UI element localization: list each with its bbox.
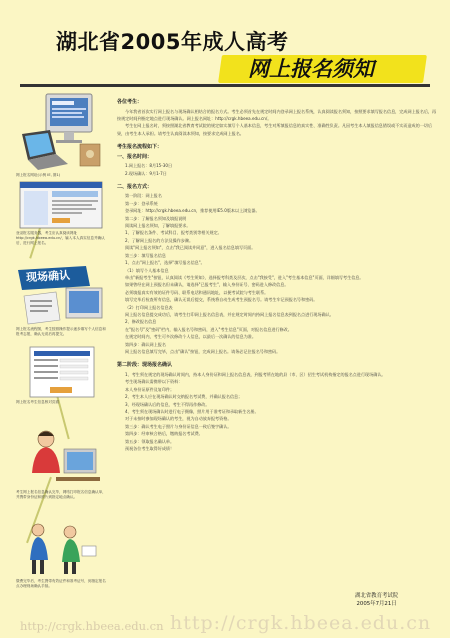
caption-3: 网上报名流程图，考生按照操作提示逐步填写个人信息和报考志愿，确认无误后再提交。 bbox=[16, 327, 106, 336]
caption-6: 缴费完毕后，考生携带有效证件和准考证号，到指定报名点办理现场确认手续。 bbox=[16, 579, 106, 588]
illustration-queue bbox=[16, 520, 106, 589]
confirm-line: 第三步：确认考生电子照片与身份证信息一致后签字确认。 bbox=[125, 423, 232, 429]
caption-2: 登录报名服务器，考生应认真阅读网址http://crgk.hbeea.edu.cn/，输入本人真实信息并确认后，进行网上报名。 bbox=[16, 231, 105, 245]
confirm-line: 第四步：经审核合格后，缴纳报名考试费。 bbox=[125, 431, 203, 437]
method-line: 网上报名信息提交成功后，请考生打印网上报名信息表，并在规定时间内持网上报名信息表到报名点进行现场确认。 bbox=[125, 311, 334, 317]
method-line: 第一步：登录系统 bbox=[125, 200, 158, 206]
notice-body bbox=[117, 96, 437, 452]
confirm-line: 考生现场确认需携带以下资料： bbox=[125, 379, 183, 385]
confirm-line: 4、考生须在现场确认时进行电子摄像，照片用于准考证和录取新生名册。 bbox=[125, 408, 259, 414]
confirm-line: 3、经现场确认后的信息，考生不得再作修改。 bbox=[125, 401, 210, 407]
method-line: 如果曾经在网上预报名但未确认，请选择"已报考生"，输入身份证号、密码进入修改信息。 bbox=[125, 282, 289, 288]
illustration-screenshot bbox=[16, 180, 106, 246]
person-computer-icon bbox=[16, 425, 106, 489]
confirm-badge: 现场确认 bbox=[25, 268, 71, 285]
method-line: 在"报名号"及"密码"栏内，输入报名号和密码，进入"考生信息"页面，对报名信息进行修改。 bbox=[125, 326, 292, 332]
illustration-confirm bbox=[16, 262, 106, 337]
illustration-computer bbox=[16, 92, 106, 178]
people-queue-icon bbox=[16, 520, 106, 578]
issuing-organization: 湖北省教育考试院 bbox=[355, 593, 399, 599]
confirm-heading: 第二阶段：现场报名确认 bbox=[117, 362, 173, 369]
intro-paragraph: 考生在网上报名时，须按照湖北省教育考试院的规定如实填写个人基本信息，考生对所填报信息的真实性、准确性负责。凡因考生本人填报信息错误或不实而造成的一切后果，由考生本人承担。请考生认真阅读本须知，按要求完成网上报名。 bbox=[117, 123, 433, 136]
caption-5: 考生网上报名信息确认完毕，网络打印报名信息确认单，并携带身份证和照片到指定地点确认。 bbox=[16, 490, 106, 499]
method-line: 必须填报真实有效的证件号码、联系电话和通讯地址，以便考试院与考生联系。 bbox=[125, 289, 269, 295]
caption-1: 网上报名网址(示例 IE, 图1) bbox=[16, 173, 61, 177]
method-line: 第四步：确认网上报名 bbox=[125, 341, 166, 347]
page-title: 湖北省2005年成人高考 bbox=[56, 30, 289, 54]
method-line: （1）填写个人基本信息 bbox=[125, 267, 169, 273]
watermark-url-small: http://crgk.hbeea.edu.cn bbox=[20, 619, 164, 633]
process-heading: 考生报名流程如下： bbox=[117, 144, 163, 151]
closing-line: 预祝各位考生取得好成绩！ bbox=[125, 445, 175, 451]
confirm-line: 本人身份证原件及复印件； bbox=[125, 386, 175, 392]
page-subtitle: 网上报名须知 bbox=[248, 57, 374, 81]
issue-date: 2005年7月21日 bbox=[356, 601, 397, 607]
greeting: 各位考生： bbox=[117, 99, 143, 105]
method-line: 第一阶段：网上报名 bbox=[125, 193, 162, 199]
signature-block bbox=[355, 592, 398, 608]
method-heading: 二、报名方式： bbox=[117, 183, 153, 190]
method-line: 2、了解网上报名的方法及操作步骤。 bbox=[125, 237, 194, 243]
header-divider bbox=[20, 84, 430, 87]
method-line: 网上报名信息填写完毕，点击"确认"按钮，完成网上报名。请务必记住报名号和密码。 bbox=[125, 348, 281, 354]
method-line: 1、点击"网上报名"，选择"填写报名信息"。 bbox=[125, 260, 205, 266]
method-line: 第三步：填写报名信息 bbox=[125, 252, 166, 258]
method-line: 在规定时间内，考生可多次修改个人信息，以最后一次确认的信息为准。 bbox=[125, 334, 256, 340]
method-line: （2）打印网上报名信息表 bbox=[125, 304, 173, 310]
illustration-person bbox=[16, 425, 106, 500]
browser-window-icon bbox=[16, 180, 106, 230]
confirm-line: 1、考生须在规定的现场确认时间内，持本人身份证和网上报名信息表，到报考所在地的县（市、区）招生考试机构指定的报名点进行现场确认。 bbox=[125, 371, 386, 377]
form-page-icon bbox=[16, 345, 106, 399]
time-line: 1.网上报名：8月15-30日 bbox=[125, 163, 173, 169]
confirm-line: 2、考生本人应在现场确认时交纳报名考试费，并确认报名信息； bbox=[125, 394, 243, 400]
time-heading: 一、报名时间： bbox=[117, 153, 153, 160]
confirm-line: 对于未按时参加现场确认的考生，视为自动放弃报考资格。 bbox=[125, 416, 232, 422]
method-line: 阅读网上报名须知，了解填报要求。 bbox=[125, 223, 191, 229]
intro-paragraph: 今年我省首次实行网上报名与现场确认相结合的报名方式。考生必须首先在规定时间内登录网上报名系统，认真阅读报名须知，按照要求填写报名信息，完成网上报名后，再按规定时间到指定地点进行现场确认。网上报名网址：http://crgk.hbeea.edu.cn/。 bbox=[117, 108, 437, 121]
method-line: 2、修改报名信息 bbox=[125, 319, 157, 325]
computer-icon bbox=[16, 92, 106, 172]
method-line: 登录网址：http://crgk.hbeea.edu.cn，推荐使用IE5.0版本以上浏览器。 bbox=[125, 208, 260, 214]
watermark-url-large: http://crgk.hbeea.edu.cn bbox=[170, 612, 432, 634]
confirm-line: 第五步：领取报名确认单。 bbox=[125, 438, 175, 444]
method-line: 阅读"网上报名须知"，点击"我已阅读并同意"，进入报名信息填写页面。 bbox=[125, 245, 256, 251]
method-line: 填写完毕后检查所有信息，确认无误后提交，系统将自动生成考生预报名号。请考生牢记预报名号和密码。 bbox=[125, 297, 318, 303]
illustration-form bbox=[16, 345, 106, 405]
caption-4: 网上报名考生信息核对页面 bbox=[16, 400, 60, 404]
method-line: 单击"新报考生"按钮，认真阅读《考生须知》，选择报考科类及层次，点击"我接受"，进入"考生基本信息"页面，详细填写考生信息。 bbox=[125, 274, 364, 280]
method-line: 第二步：了解报名须知及填报说明 bbox=[125, 215, 187, 221]
time-line: 2.现场确认：9月1-7日 bbox=[125, 170, 167, 176]
method-line: 1、了解报名条件、考试科目、报考类别等相关规定。 bbox=[125, 230, 222, 236]
